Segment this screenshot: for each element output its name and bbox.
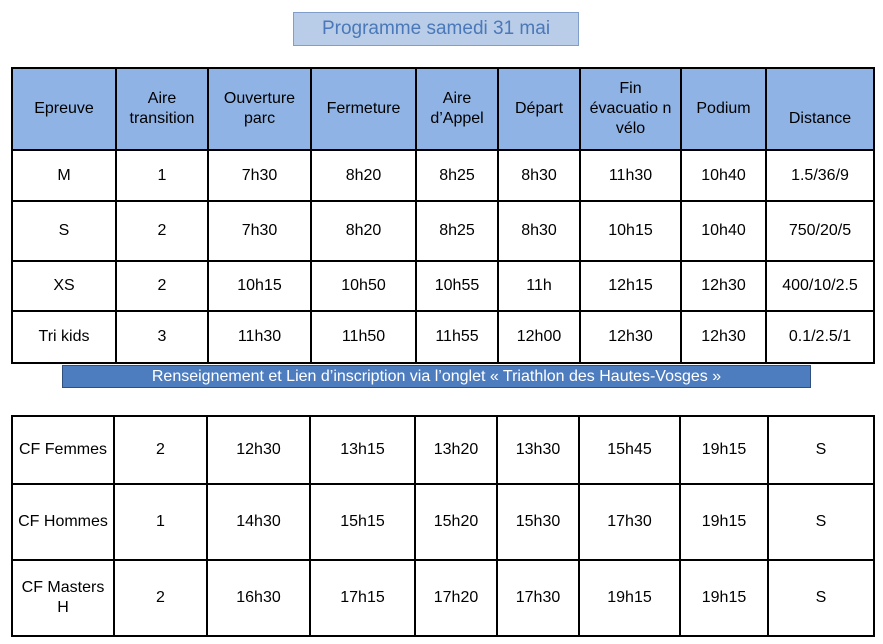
cell-depart: 11h xyxy=(498,261,580,311)
header-fin-evacuation-velo: Fin évacuatio n vélo xyxy=(580,68,681,150)
header-epreuve: Epreuve xyxy=(12,68,116,150)
cell-fin-evacuation: 12h30 xyxy=(580,311,681,363)
cell-distance: 400/10/2.5 xyxy=(766,261,874,311)
cell-depart: 15h30 xyxy=(497,484,579,560)
cell-distance: S xyxy=(768,416,874,484)
cell-distance: 0.1/2.5/1 xyxy=(766,311,874,363)
schedule-table-top xyxy=(11,67,875,364)
cell-aire-appel: 8h25 xyxy=(416,201,498,261)
cell-depart: 8h30 xyxy=(498,201,580,261)
cell-depart: 8h30 xyxy=(498,150,580,201)
cell-aire-transition: 2 xyxy=(114,560,207,636)
cell-ouverture-parc: 11h30 xyxy=(208,311,311,363)
cell-podium: 19h15 xyxy=(680,484,768,560)
table-row xyxy=(12,416,874,484)
cell-epreuve: XS xyxy=(12,261,116,311)
cell-fin-evacuation: 17h30 xyxy=(579,484,680,560)
cell-fermeture: 17h15 xyxy=(310,560,415,636)
header-distance: Distance xyxy=(766,68,874,150)
cell-fermeture: 13h15 xyxy=(310,416,415,484)
cell-podium: 12h30 xyxy=(681,311,766,363)
cell-podium: 19h15 xyxy=(680,416,768,484)
cell-ouverture-parc: 7h30 xyxy=(208,150,311,201)
cell-epreuve: CF Hommes xyxy=(12,484,114,560)
cell-aire-transition: 2 xyxy=(114,416,207,484)
header-podium: Podium xyxy=(681,68,766,150)
header-row xyxy=(12,68,874,150)
cell-fin-evacuation: 10h15 xyxy=(580,201,681,261)
cell-distance: 750/20/5 xyxy=(766,201,874,261)
schedule-table-bottom xyxy=(11,415,875,637)
header-aire-transition: Aire transition xyxy=(116,68,208,150)
table-row xyxy=(12,201,874,261)
cell-aire-transition: 1 xyxy=(116,150,208,201)
cell-fin-evacuation: 12h15 xyxy=(580,261,681,311)
registration-banner: Renseignement et Lien d’inscription via l’onglet « Triathlon des Hautes-Vosges » xyxy=(62,365,811,388)
header-fermeture: Fermeture xyxy=(311,68,416,150)
cell-epreuve: S xyxy=(12,201,116,261)
table-row xyxy=(12,311,874,363)
page-title: Programme samedi 31 mai xyxy=(293,12,579,46)
cell-ouverture-parc: 10h15 xyxy=(208,261,311,311)
header-aire-appel: Aire d’Appel xyxy=(416,68,498,150)
table-row xyxy=(12,560,874,636)
cell-aire-transition: 1 xyxy=(114,484,207,560)
cell-aire-transition: 2 xyxy=(116,201,208,261)
cell-fermeture: 15h15 xyxy=(310,484,415,560)
cell-fermeture: 11h50 xyxy=(311,311,416,363)
header-depart: Départ xyxy=(498,68,580,150)
cell-podium: 12h30 xyxy=(681,261,766,311)
table-row xyxy=(12,261,874,311)
cell-ouverture-parc: 12h30 xyxy=(207,416,310,484)
cell-epreuve: M xyxy=(12,150,116,201)
cell-aire-transition: 2 xyxy=(116,261,208,311)
cell-aire-appel: 10h55 xyxy=(416,261,498,311)
cell-podium: 19h15 xyxy=(680,560,768,636)
cell-fermeture: 8h20 xyxy=(311,201,416,261)
cell-depart: 12h00 xyxy=(498,311,580,363)
cell-fermeture: 8h20 xyxy=(311,150,416,201)
cell-podium: 10h40 xyxy=(681,150,766,201)
cell-fin-evacuation: 11h30 xyxy=(580,150,681,201)
cell-fin-evacuation: 15h45 xyxy=(579,416,680,484)
cell-epreuve: CF Masters H xyxy=(12,560,114,636)
cell-ouverture-parc: 7h30 xyxy=(208,201,311,261)
cell-ouverture-parc: 14h30 xyxy=(207,484,310,560)
cell-aire-transition: 3 xyxy=(116,311,208,363)
cell-distance: S xyxy=(768,560,874,636)
cell-distance: S xyxy=(768,484,874,560)
table-row xyxy=(12,150,874,201)
cell-epreuve: CF Femmes xyxy=(12,416,114,484)
cell-aire-appel: 15h20 xyxy=(415,484,497,560)
cell-aire-appel: 11h55 xyxy=(416,311,498,363)
cell-depart: 17h30 xyxy=(497,560,579,636)
header-ouverture-parc: Ouverture parc xyxy=(208,68,311,150)
cell-distance: 1.5/36/9 xyxy=(766,150,874,201)
cell-aire-appel: 13h20 xyxy=(415,416,497,484)
cell-fermeture: 10h50 xyxy=(311,261,416,311)
cell-podium: 10h40 xyxy=(681,201,766,261)
cell-depart: 13h30 xyxy=(497,416,579,484)
cell-aire-appel: 8h25 xyxy=(416,150,498,201)
cell-aire-appel: 17h20 xyxy=(415,560,497,636)
table-row xyxy=(12,484,874,560)
cell-ouverture-parc: 16h30 xyxy=(207,560,310,636)
cell-fin-evacuation: 19h15 xyxy=(579,560,680,636)
cell-epreuve: Tri kids xyxy=(12,311,116,363)
